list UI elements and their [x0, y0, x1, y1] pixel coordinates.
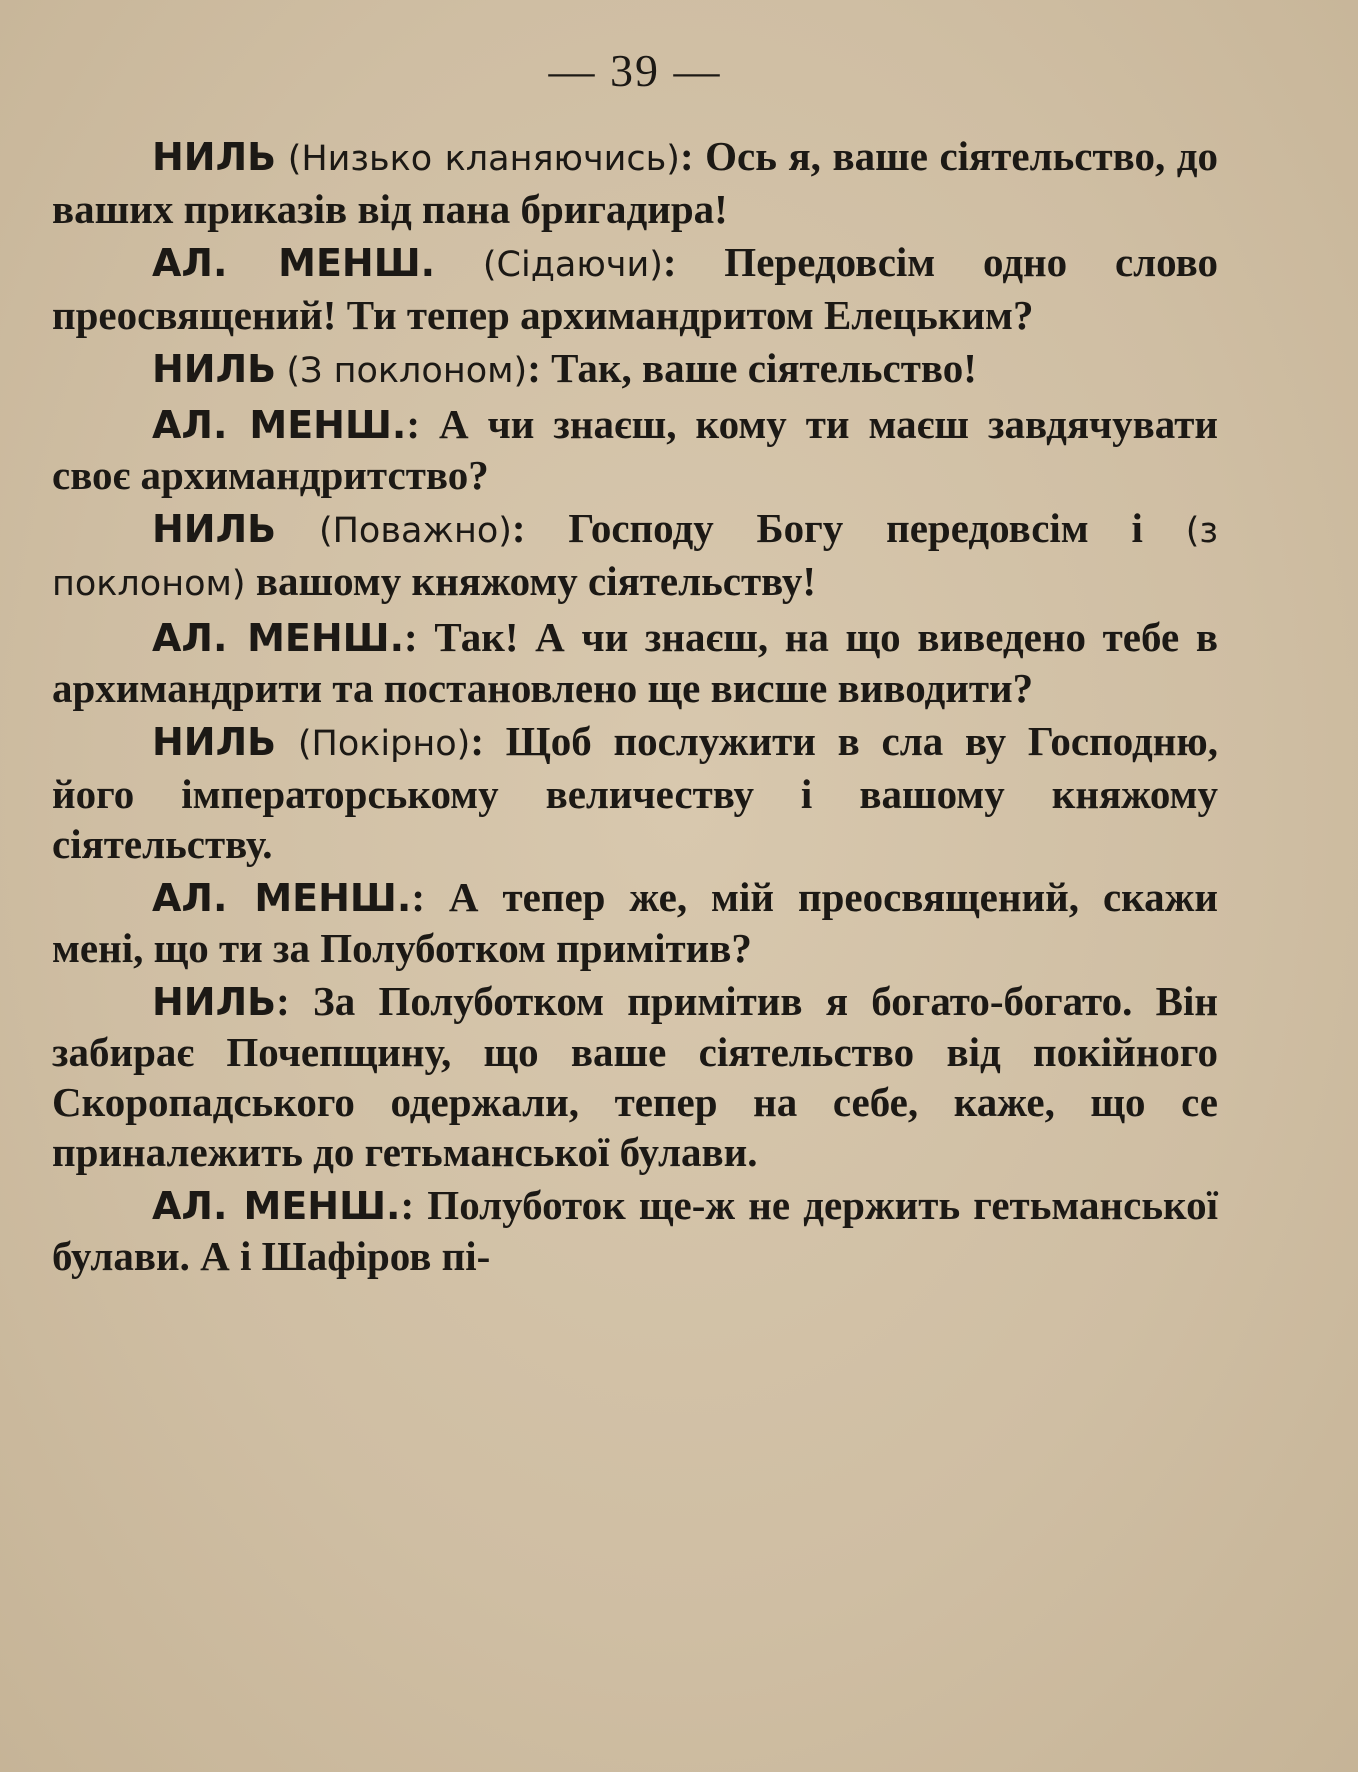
speaker-name: НИЛЬ	[152, 135, 277, 179]
dialogue-paragraph	[52, 237, 1218, 340]
dialogue-line: : Полуботок ще-ж не держить гетьманської булави. А і Шафіров пі-	[52, 1182, 1218, 1279]
speaker-name: АЛ. МЕНШ.	[152, 876, 412, 920]
stage-direction: (Сідаючи)	[482, 245, 663, 285]
speaker-name: НИЛЬ	[152, 507, 277, 551]
speaker-name: АЛ. МЕНШ.	[152, 1184, 401, 1228]
dialogue-line: : Так, ваше сіятельство!	[527, 345, 977, 391]
dialogue-paragraph	[52, 716, 1218, 869]
stage-direction: (З поклоном)	[286, 351, 528, 391]
dialogue-paragraph	[52, 343, 1218, 396]
page-number: — 39 —	[548, 45, 722, 96]
dialogue-paragraph	[52, 1180, 1218, 1281]
dialogue-line: : Ось я, ваше сіятельство, до ваших приказів від пана бригадира!	[52, 133, 1218, 232]
stage-direction: (Покірно)	[297, 724, 471, 764]
speaker-name: АЛ. МЕНШ.	[152, 403, 407, 447]
dialogue-line: : Господу Богу передовсім і	[511, 505, 1143, 551]
dialogue-paragraph	[52, 976, 1218, 1177]
dialogue-line: : Передовсім одно слово преосвящений! Ти тепер архимандритом Елецьким?	[52, 239, 1218, 338]
dialogue-paragraph	[52, 612, 1218, 713]
dialogue-paragraph	[52, 872, 1218, 973]
dialogue-line: : За Полуботком примітив я богато-богато. Він забирає Почепщину, що ваше сіятельство від покійного Скоропадського одержали, тепер на себе, каже, що се приналежить до гетьманської булави.	[52, 978, 1218, 1175]
dialogue-paragraph	[52, 503, 1218, 609]
dialogue-paragraph	[52, 131, 1218, 234]
speaker-name: АЛ. МЕНШ.	[152, 616, 405, 660]
dialogue-line: : Щоб послужити в сла ву Господню, його імператорському величеству і вашому княжому сіятельству.	[52, 718, 1218, 867]
play-text	[52, 131, 1218, 1281]
speaker-name: НИЛЬ	[152, 347, 277, 391]
speaker-name: АЛ. МЕНШ.	[152, 241, 436, 285]
speaker-name: НИЛЬ	[152, 980, 277, 1024]
stage-direction: (Поважно)	[318, 511, 512, 551]
stage-direction: (з поклоном)	[52, 511, 1219, 604]
speaker-name: НИЛЬ	[152, 720, 277, 764]
dialogue-paragraph	[52, 399, 1218, 500]
stage-direction: (Низько кланяючись)	[287, 139, 680, 179]
dialogue-line: вашому княжому сіятельству!	[245, 558, 817, 604]
dialogue-line: : Так! А чи знаєш, на що виведено тебе в архимандрити та постановлено ще висше виводити?	[52, 614, 1218, 711]
dialogue-line: : А чи знаєш, кому ти маєш завдячувати своє архимандритство?	[52, 401, 1218, 498]
dialogue-line: : А тепер же, мій преосвящений, скажи мені, що ти за Полуботком примітив?	[52, 874, 1218, 971]
